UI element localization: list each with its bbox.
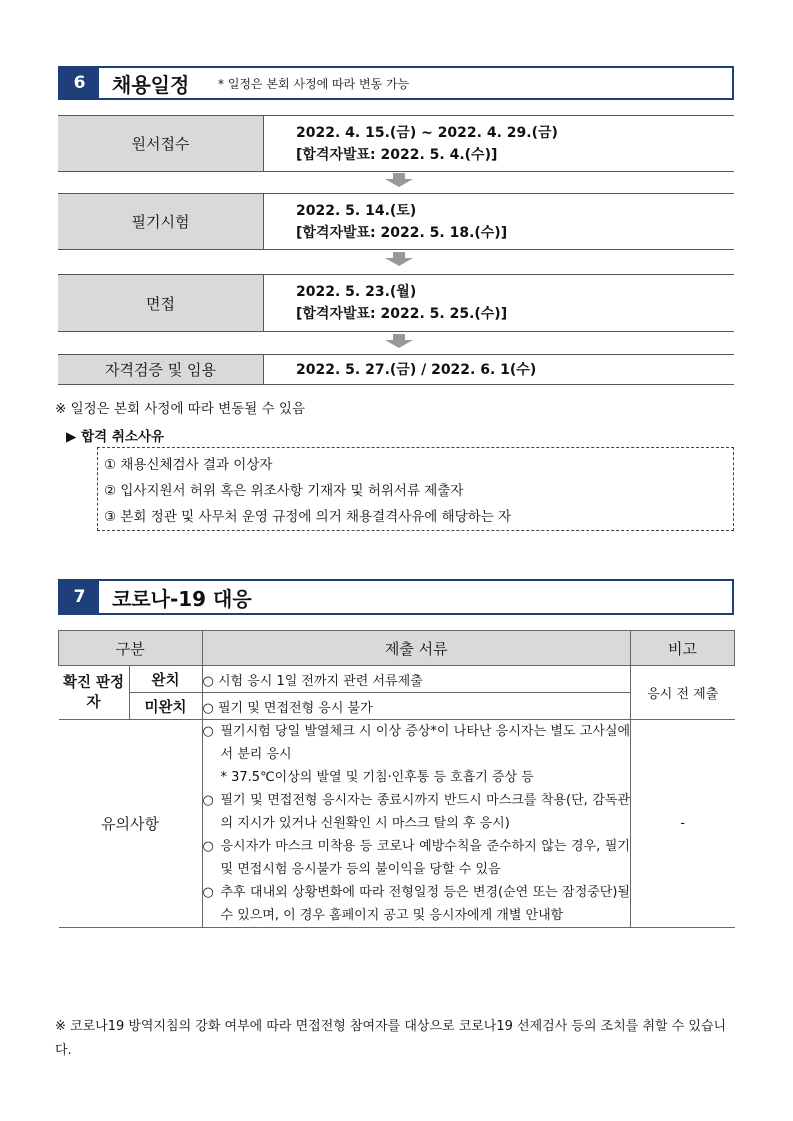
corona-footnote: ※ 코로나19 방역지침의 강화 여부에 따라 면접전형 참여자를 대상으로 코로나19 선제검사 등의 조치를 취할 수 있습니다. [55,1019,727,1058]
header-category: 구분 [59,631,203,666]
cancel-reason-item: ③ 본회 정관 및 사무처 운영 규정에 의거 채용결격사유에 해당하는 자 [104,509,512,525]
schedule-date: 2022. 5. 23.(월) [296,284,417,300]
confirmed-remark: 응시 전 제출 [631,666,735,720]
cancel-reason-item: ① 채용신체검사 결과 이상자 [104,457,273,473]
recovered-doc: ○ 시험 응시 1일 전까지 관련 서류제출 [202,666,631,693]
cancel-reasons-box [97,447,734,531]
section-6-header [58,66,734,100]
schedule-label: 면접 [58,275,264,331]
recovered-label: 완치 [129,666,202,693]
header-documents: 제출 서류 [202,631,631,666]
down-arrow-icon [382,334,416,348]
note-item: ○ 필기시험 당일 발열체크 시 이상 증상*이 나타난 응시자는 별도 고사실에서 분리 응시 [202,724,630,762]
schedule-date: 2022. 5. 27.(금) / 2022. 6. 1(수) [296,361,537,378]
confirmed-label: 확진 판정자 [59,666,130,720]
cancel-heading: ▶ 합격 취소사유 [66,429,165,445]
section-6-note: * 일정은 본회 사정에 따라 변동 가능 [218,76,410,91]
schedule-date: 2022. 4. 15.(금) ~ 2022. 4. 29.(금) [296,124,558,141]
section-7-header [58,579,734,615]
schedule-row-interview [58,274,734,332]
schedule-footnote: ※ 일정은 본회 사정에 따라 변동될 수 있음 [55,401,306,417]
schedule-label: 필기시험 [58,194,264,249]
down-arrow-icon [382,173,416,187]
schedule-row-appointment [58,354,734,385]
note-subitem: * 37.5℃이상의 발열 및 기침·인후통 등 호흡기 증상 등 [220,770,534,785]
section-7-number: 7 [60,581,99,613]
header-remark: 비고 [631,631,735,666]
section-6-title: 채용일정 [112,72,190,97]
note-item: ○ 필기 및 면접전형 응시자는 종료시까지 반드시 마스크를 착용(단, 감독관의 지시가 있거나 신원확인 시 마스크 탈의 후 응시) [202,793,630,831]
section-6-number: 6 [60,68,99,98]
note-item: ○ 응시자가 마스크 미착용 등 코로나 예방수칙을 준수하지 않는 경우, 필기 및 면접시험 응시불가 등의 불이익을 당할 수 있음 [202,839,630,877]
unrecovered-label: 미완치 [129,693,202,720]
notes-remark: - [631,720,735,928]
cancel-reason-item: ② 입사지원서 허위 혹은 위조사항 기재자 및 허위서류 제출자 [104,483,464,499]
corona-table [58,630,735,928]
schedule-label: 자격검증 및 임용 [58,355,264,384]
notes-label: 유의사항 [59,720,203,928]
section-7-title: 코로나-19 대응 [112,586,252,611]
note-item: ○ 추후 대내외 상황변화에 따라 전형일정 등은 변경(순연 또는 잠정중단)될 수 있으며, 이 경우 홈페이지 공고 및 응시자에게 개별 안내함 [202,885,630,923]
schedule-result: [합격자발표: 2022. 5. 18.(수)] [296,224,508,241]
notes-cell [202,720,631,928]
schedule-row-application [58,115,734,172]
schedule-result: [합격자발표: 2022. 5. 25.(수)] [296,306,508,322]
unrecovered-doc: ○ 필기 및 면접전형 응시 불가 [202,693,631,720]
schedule-date: 2022. 5. 14.(토) [296,202,417,219]
schedule-row-written [58,193,734,250]
down-arrow-icon [382,252,416,266]
schedule-label: 원서접수 [58,116,264,171]
schedule-result: [합격자발표: 2022. 5. 4.(수)] [296,146,498,163]
